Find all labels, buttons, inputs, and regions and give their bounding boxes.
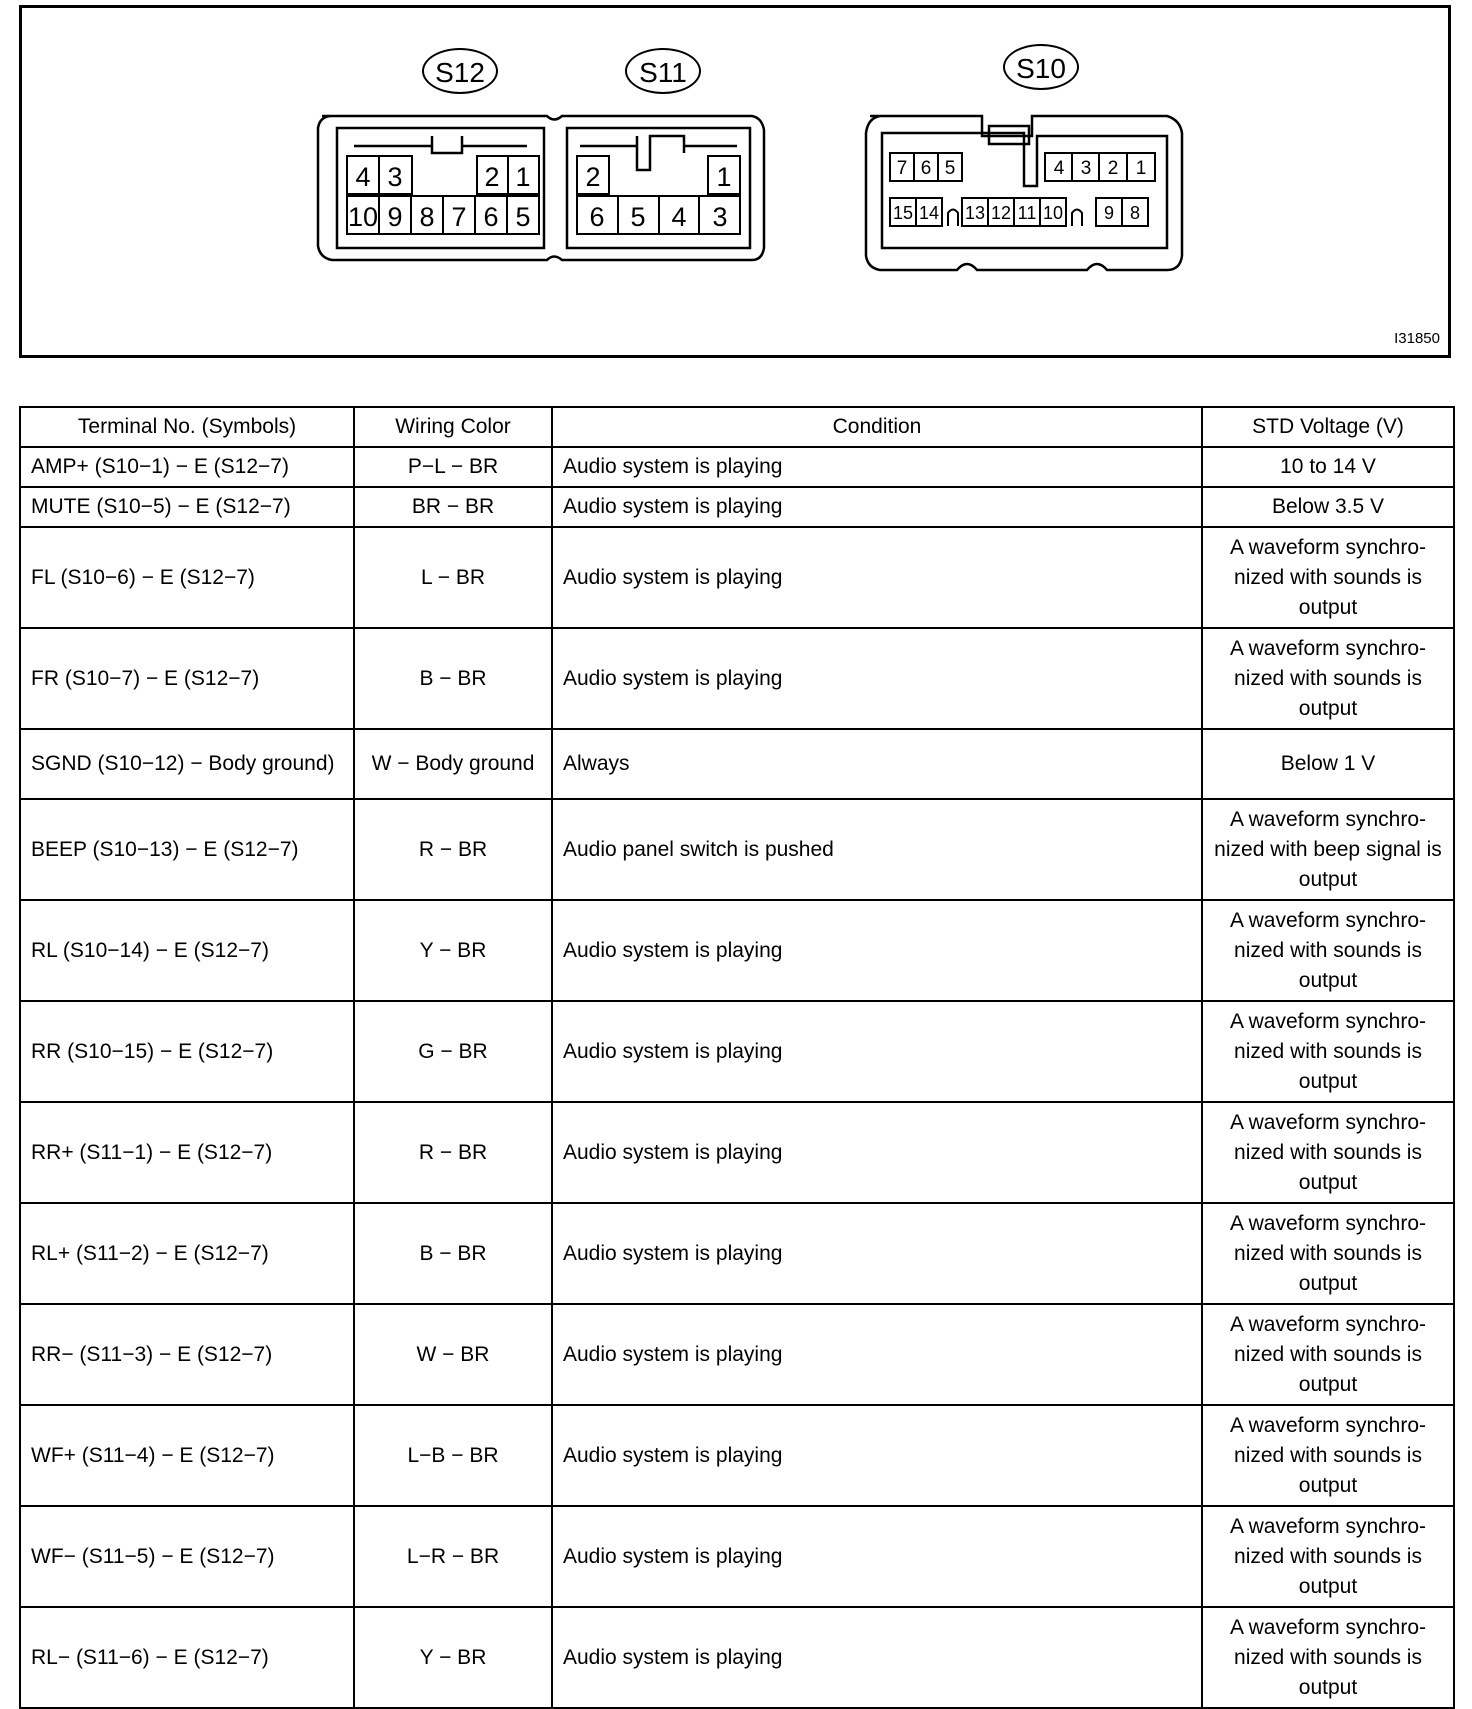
s12-pin: 2 bbox=[484, 162, 500, 192]
cell-std-voltage: A waveform synchro- nized with sounds is output bbox=[1202, 1607, 1454, 1708]
cell-condition: Audio system is playing bbox=[552, 487, 1202, 527]
cell-condition: Audio system is playing bbox=[552, 1304, 1202, 1405]
table-row bbox=[20, 900, 1454, 1001]
cell-std-voltage: A waveform synchro- nized with sounds is output bbox=[1202, 628, 1454, 729]
cell-wiring-color: L−R − BR bbox=[354, 1506, 552, 1607]
s12-pin: 9 bbox=[387, 202, 403, 232]
connector-diagram bbox=[19, 5, 1451, 358]
cell-wiring-color: L − BR bbox=[354, 527, 552, 628]
table-header-row bbox=[20, 407, 1454, 447]
table-row bbox=[20, 1304, 1454, 1405]
s10-pin: 10 bbox=[1042, 203, 1064, 223]
connector-label-s12: S12 bbox=[422, 48, 498, 94]
table-body bbox=[20, 447, 1454, 1708]
table-row bbox=[20, 1506, 1454, 1607]
cell-wiring-color: W − Body ground bbox=[354, 729, 552, 799]
s11-pin: 5 bbox=[630, 202, 646, 232]
s12-pin: 4 bbox=[355, 162, 371, 192]
cell-condition: Audio system is playing bbox=[552, 1607, 1202, 1708]
cell-terminal: WF+ (S11−4) − E (S12−7) bbox=[20, 1405, 354, 1506]
s12-pin: 8 bbox=[419, 202, 435, 232]
cell-std-voltage: Below 1 V bbox=[1202, 729, 1454, 799]
cell-terminal: AMP+ (S10−1) − E (S12−7) bbox=[20, 447, 354, 487]
cell-wiring-color: Y − BR bbox=[354, 900, 552, 1001]
s12-pin: 1 bbox=[515, 162, 531, 192]
table-row bbox=[20, 1102, 1454, 1203]
s10-pin: 5 bbox=[944, 158, 956, 179]
s11-pin: 2 bbox=[585, 162, 601, 192]
cell-terminal: MUTE (S10−5) − E (S12−7) bbox=[20, 487, 354, 527]
cell-std-voltage: A waveform synchro- nized with sounds is output bbox=[1202, 1405, 1454, 1506]
cell-wiring-color: B − BR bbox=[354, 1203, 552, 1304]
cell-wiring-color: W − BR bbox=[354, 1304, 552, 1405]
cell-std-voltage: A waveform synchro- nized with sounds is output bbox=[1202, 527, 1454, 628]
cell-condition: Always bbox=[552, 729, 1202, 799]
s10-pin: 15 bbox=[892, 203, 914, 223]
s11-pin: 3 bbox=[712, 202, 728, 232]
cell-std-voltage: 10 to 14 V bbox=[1202, 447, 1454, 487]
cell-terminal: BEEP (S10−13) − E (S12−7) bbox=[20, 799, 354, 900]
cell-wiring-color: B − BR bbox=[354, 628, 552, 729]
table-row bbox=[20, 447, 1454, 487]
cell-condition: Audio panel switch is pushed bbox=[552, 799, 1202, 900]
s10-pin: 2 bbox=[1107, 158, 1119, 179]
s10-pin: 8 bbox=[1129, 203, 1141, 223]
cell-condition: Audio system is playing bbox=[552, 900, 1202, 1001]
connector-drawing bbox=[22, 8, 1448, 355]
s12-s11-housing-outline bbox=[318, 116, 764, 260]
table-row bbox=[20, 799, 1454, 900]
s12-pin: 5 bbox=[515, 202, 531, 232]
cell-std-voltage: A waveform synchro- nized with sounds is output bbox=[1202, 900, 1454, 1001]
connector-label-s10: S10 bbox=[1003, 44, 1079, 90]
s10-pin: 9 bbox=[1103, 203, 1115, 223]
cell-terminal: SGND (S10−12) − Body ground) bbox=[20, 729, 354, 799]
s10-pin: 11 bbox=[1017, 203, 1037, 223]
s12-pin: 10 bbox=[347, 202, 379, 232]
table-row bbox=[20, 628, 1454, 729]
cell-condition: Audio system is playing bbox=[552, 527, 1202, 628]
cell-wiring-color: L−B − BR bbox=[354, 1405, 552, 1506]
table-row bbox=[20, 1607, 1454, 1708]
connector-label-s11: S11 bbox=[625, 48, 701, 94]
s11-pin: 4 bbox=[671, 202, 687, 232]
table-row bbox=[20, 487, 1454, 527]
s10-pin: 3 bbox=[1080, 158, 1092, 179]
header-condition: Condition bbox=[552, 407, 1202, 447]
cell-std-voltage: Below 3.5 V bbox=[1202, 487, 1454, 527]
cell-std-voltage: A waveform synchro- nized with sounds is output bbox=[1202, 1203, 1454, 1304]
cell-condition: Audio system is playing bbox=[552, 1102, 1202, 1203]
s12-pin: 3 bbox=[387, 162, 403, 192]
cell-condition: Audio system is playing bbox=[552, 447, 1202, 487]
cell-wiring-color: P−L − BR bbox=[354, 447, 552, 487]
s11-pin: 6 bbox=[589, 202, 605, 232]
cell-terminal: RL (S10−14) − E (S12−7) bbox=[20, 900, 354, 1001]
cell-terminal: FR (S10−7) − E (S12−7) bbox=[20, 628, 354, 729]
cell-terminal: RL+ (S11−2) − E (S12−7) bbox=[20, 1203, 354, 1304]
table-row bbox=[20, 1001, 1454, 1102]
s10-pin: 12 bbox=[990, 203, 1012, 223]
s11-pin: 1 bbox=[716, 162, 732, 192]
cell-terminal: RR− (S11−3) − E (S12−7) bbox=[20, 1304, 354, 1405]
cell-terminal: RR+ (S11−1) − E (S12−7) bbox=[20, 1102, 354, 1203]
s10-pin: 14 bbox=[918, 203, 940, 223]
cell-condition: Audio system is playing bbox=[552, 628, 1202, 729]
s10-pin: 1 bbox=[1135, 158, 1147, 179]
table-row bbox=[20, 1405, 1454, 1506]
cell-condition: Audio system is playing bbox=[552, 1405, 1202, 1506]
cell-wiring-color: R − BR bbox=[354, 1102, 552, 1203]
table-row bbox=[20, 729, 1454, 799]
cell-std-voltage: A waveform synchro- nized with sounds is output bbox=[1202, 1304, 1454, 1405]
table-row bbox=[20, 527, 1454, 628]
cell-std-voltage: A waveform synchro- nized with beep signal is output bbox=[1202, 799, 1454, 900]
cell-terminal: FL (S10−6) − E (S12−7) bbox=[20, 527, 354, 628]
cell-wiring-color: BR − BR bbox=[354, 487, 552, 527]
cell-condition: Audio system is playing bbox=[552, 1203, 1202, 1304]
table-row bbox=[20, 1203, 1454, 1304]
cell-terminal: WF− (S11−5) − E (S12−7) bbox=[20, 1506, 354, 1607]
s12-pin: 6 bbox=[483, 202, 499, 232]
terminal-spec-table bbox=[19, 406, 1455, 1709]
cell-terminal: RR (S10−15) − E (S12−7) bbox=[20, 1001, 354, 1102]
cell-condition: Audio system is playing bbox=[552, 1001, 1202, 1102]
figure-reference-id: I31850 bbox=[1394, 330, 1440, 347]
cell-wiring-color: Y − BR bbox=[354, 1607, 552, 1708]
cell-std-voltage: A waveform synchro- nized with sounds is output bbox=[1202, 1102, 1454, 1203]
s10-pin: 13 bbox=[964, 203, 986, 223]
cell-std-voltage: A waveform synchro- nized with sounds is output bbox=[1202, 1001, 1454, 1102]
header-std-voltage: STD Voltage (V) bbox=[1202, 407, 1454, 447]
cell-condition: Audio system is playing bbox=[552, 1506, 1202, 1607]
header-terminal: Terminal No. (Symbols) bbox=[20, 407, 354, 447]
header-wiring-color: Wiring Color bbox=[354, 407, 552, 447]
cell-terminal: RL− (S11−6) − E (S12−7) bbox=[20, 1607, 354, 1708]
s10-pin: 6 bbox=[920, 158, 932, 179]
s10-pin: 7 bbox=[896, 158, 908, 179]
cell-std-voltage: A waveform synchro- nized with sounds is output bbox=[1202, 1506, 1454, 1607]
s10-pin: 4 bbox=[1053, 158, 1065, 179]
cell-wiring-color: R − BR bbox=[354, 799, 552, 900]
cell-wiring-color: G − BR bbox=[354, 1001, 552, 1102]
s12-pin: 7 bbox=[451, 202, 467, 232]
